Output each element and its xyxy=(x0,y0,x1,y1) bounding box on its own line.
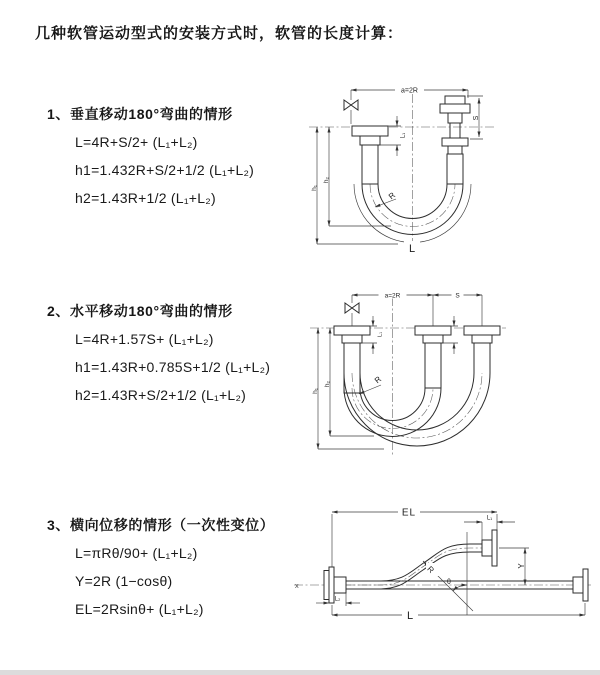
page-title: 几种软管运动型式的安装方式时，软管的长度计算： xyxy=(35,25,404,42)
dim-s xyxy=(433,292,482,300)
length-label xyxy=(404,241,420,255)
section-heading: 2、水平移动180°弯曲的情形 xyxy=(47,303,233,319)
upper-flange-fitting xyxy=(482,530,497,566)
diagram-vertical-180-bend xyxy=(303,76,553,256)
braided-hose-section xyxy=(447,154,463,184)
centerlines xyxy=(310,297,506,455)
dim-label-s: S xyxy=(473,115,480,121)
valve-icon xyxy=(344,90,358,124)
dim-label-r: R xyxy=(425,564,436,575)
dim-label-h1: h₁ xyxy=(311,185,318,191)
hose-s-curve xyxy=(346,544,482,589)
right-flange-fitting xyxy=(464,326,500,343)
dim-label-r: R xyxy=(386,190,398,202)
dim-y xyxy=(499,548,529,585)
dim-l xyxy=(332,603,585,622)
section-horizontal-180 xyxy=(47,297,270,409)
axis-mark-x: X xyxy=(295,584,299,590)
dim-label-a2r: a=2R xyxy=(384,292,401,300)
dim-label-el: EL xyxy=(401,507,417,519)
braided-hose-section xyxy=(344,343,360,393)
radius-callout xyxy=(375,190,397,207)
dim-s xyxy=(467,96,483,139)
formula-line: L=4R+S/2+ (L₁+L₂) xyxy=(75,134,198,150)
formula-line: h2=1.43R+1/2 (L₁+L₂) xyxy=(75,190,216,206)
dim-l2 xyxy=(316,593,360,606)
dim-label-l1: L₁ xyxy=(377,332,384,337)
scan-edge xyxy=(0,670,600,675)
section-heading: 1、垂直移动180°弯曲的情形 xyxy=(47,106,233,122)
dim-label-l: L xyxy=(408,243,416,255)
formula-line: h1=1.43R+0.785S+1/2 (L₁+L₂) xyxy=(75,359,271,375)
formula-line: Y=2R (1−cosθ) xyxy=(75,573,173,589)
diagram-lateral-displacement xyxy=(292,500,600,635)
dim-label-l2: L₂ xyxy=(334,596,341,603)
formula-line: L=4R+1.57S+ (L₁+L₂) xyxy=(75,331,214,347)
section-heading: 3、横向位移的情形（一次性变位） xyxy=(47,517,275,533)
dim-l1 xyxy=(464,516,515,541)
dim-label-y: Y xyxy=(517,563,526,569)
left-flange-fitting xyxy=(352,126,388,145)
braided-hose-section xyxy=(425,343,441,388)
formula-line: L=πRθ/90+ (L₁+L₂) xyxy=(75,545,198,561)
braided-hose-section xyxy=(362,145,378,184)
right-flange-fitting xyxy=(573,569,588,601)
dim-label-h1: h₁ xyxy=(312,388,319,394)
section-vertical-180 xyxy=(47,100,254,212)
dim-label-h2: h₂ xyxy=(323,176,330,184)
section-lateral-displacement xyxy=(47,511,274,623)
dim-label-l: L xyxy=(406,610,414,622)
left-flange-fitting xyxy=(334,326,370,343)
middle-flange-fitting xyxy=(415,326,451,343)
dim-el xyxy=(332,506,497,567)
right-flange-fitting xyxy=(440,96,470,154)
dim-h2 xyxy=(324,328,374,436)
dim-label-h2: h₂ xyxy=(324,380,331,388)
valve-icon xyxy=(345,295,359,326)
dim-label-l1: L₁ xyxy=(400,132,407,139)
dim-label-theta: θ xyxy=(447,579,451,586)
formula-line: h1=1.432R+S/2+1/2 (L₁+L₂) xyxy=(75,162,255,178)
formula-line: EL=2Rsinθ+ (L₁+L₂) xyxy=(75,601,204,617)
dim-label-s: S xyxy=(455,292,460,300)
dim-label-a2r: a=2R xyxy=(401,87,418,95)
dim-h2 xyxy=(323,127,391,226)
dim-label-r: R xyxy=(372,374,384,386)
dim-label-l1: L₁ xyxy=(486,515,493,522)
diagram-horizontal-180-bend xyxy=(306,283,558,461)
formula-line: h2=1.43R+S/2+1/2 (L₁+L₂) xyxy=(75,387,247,403)
